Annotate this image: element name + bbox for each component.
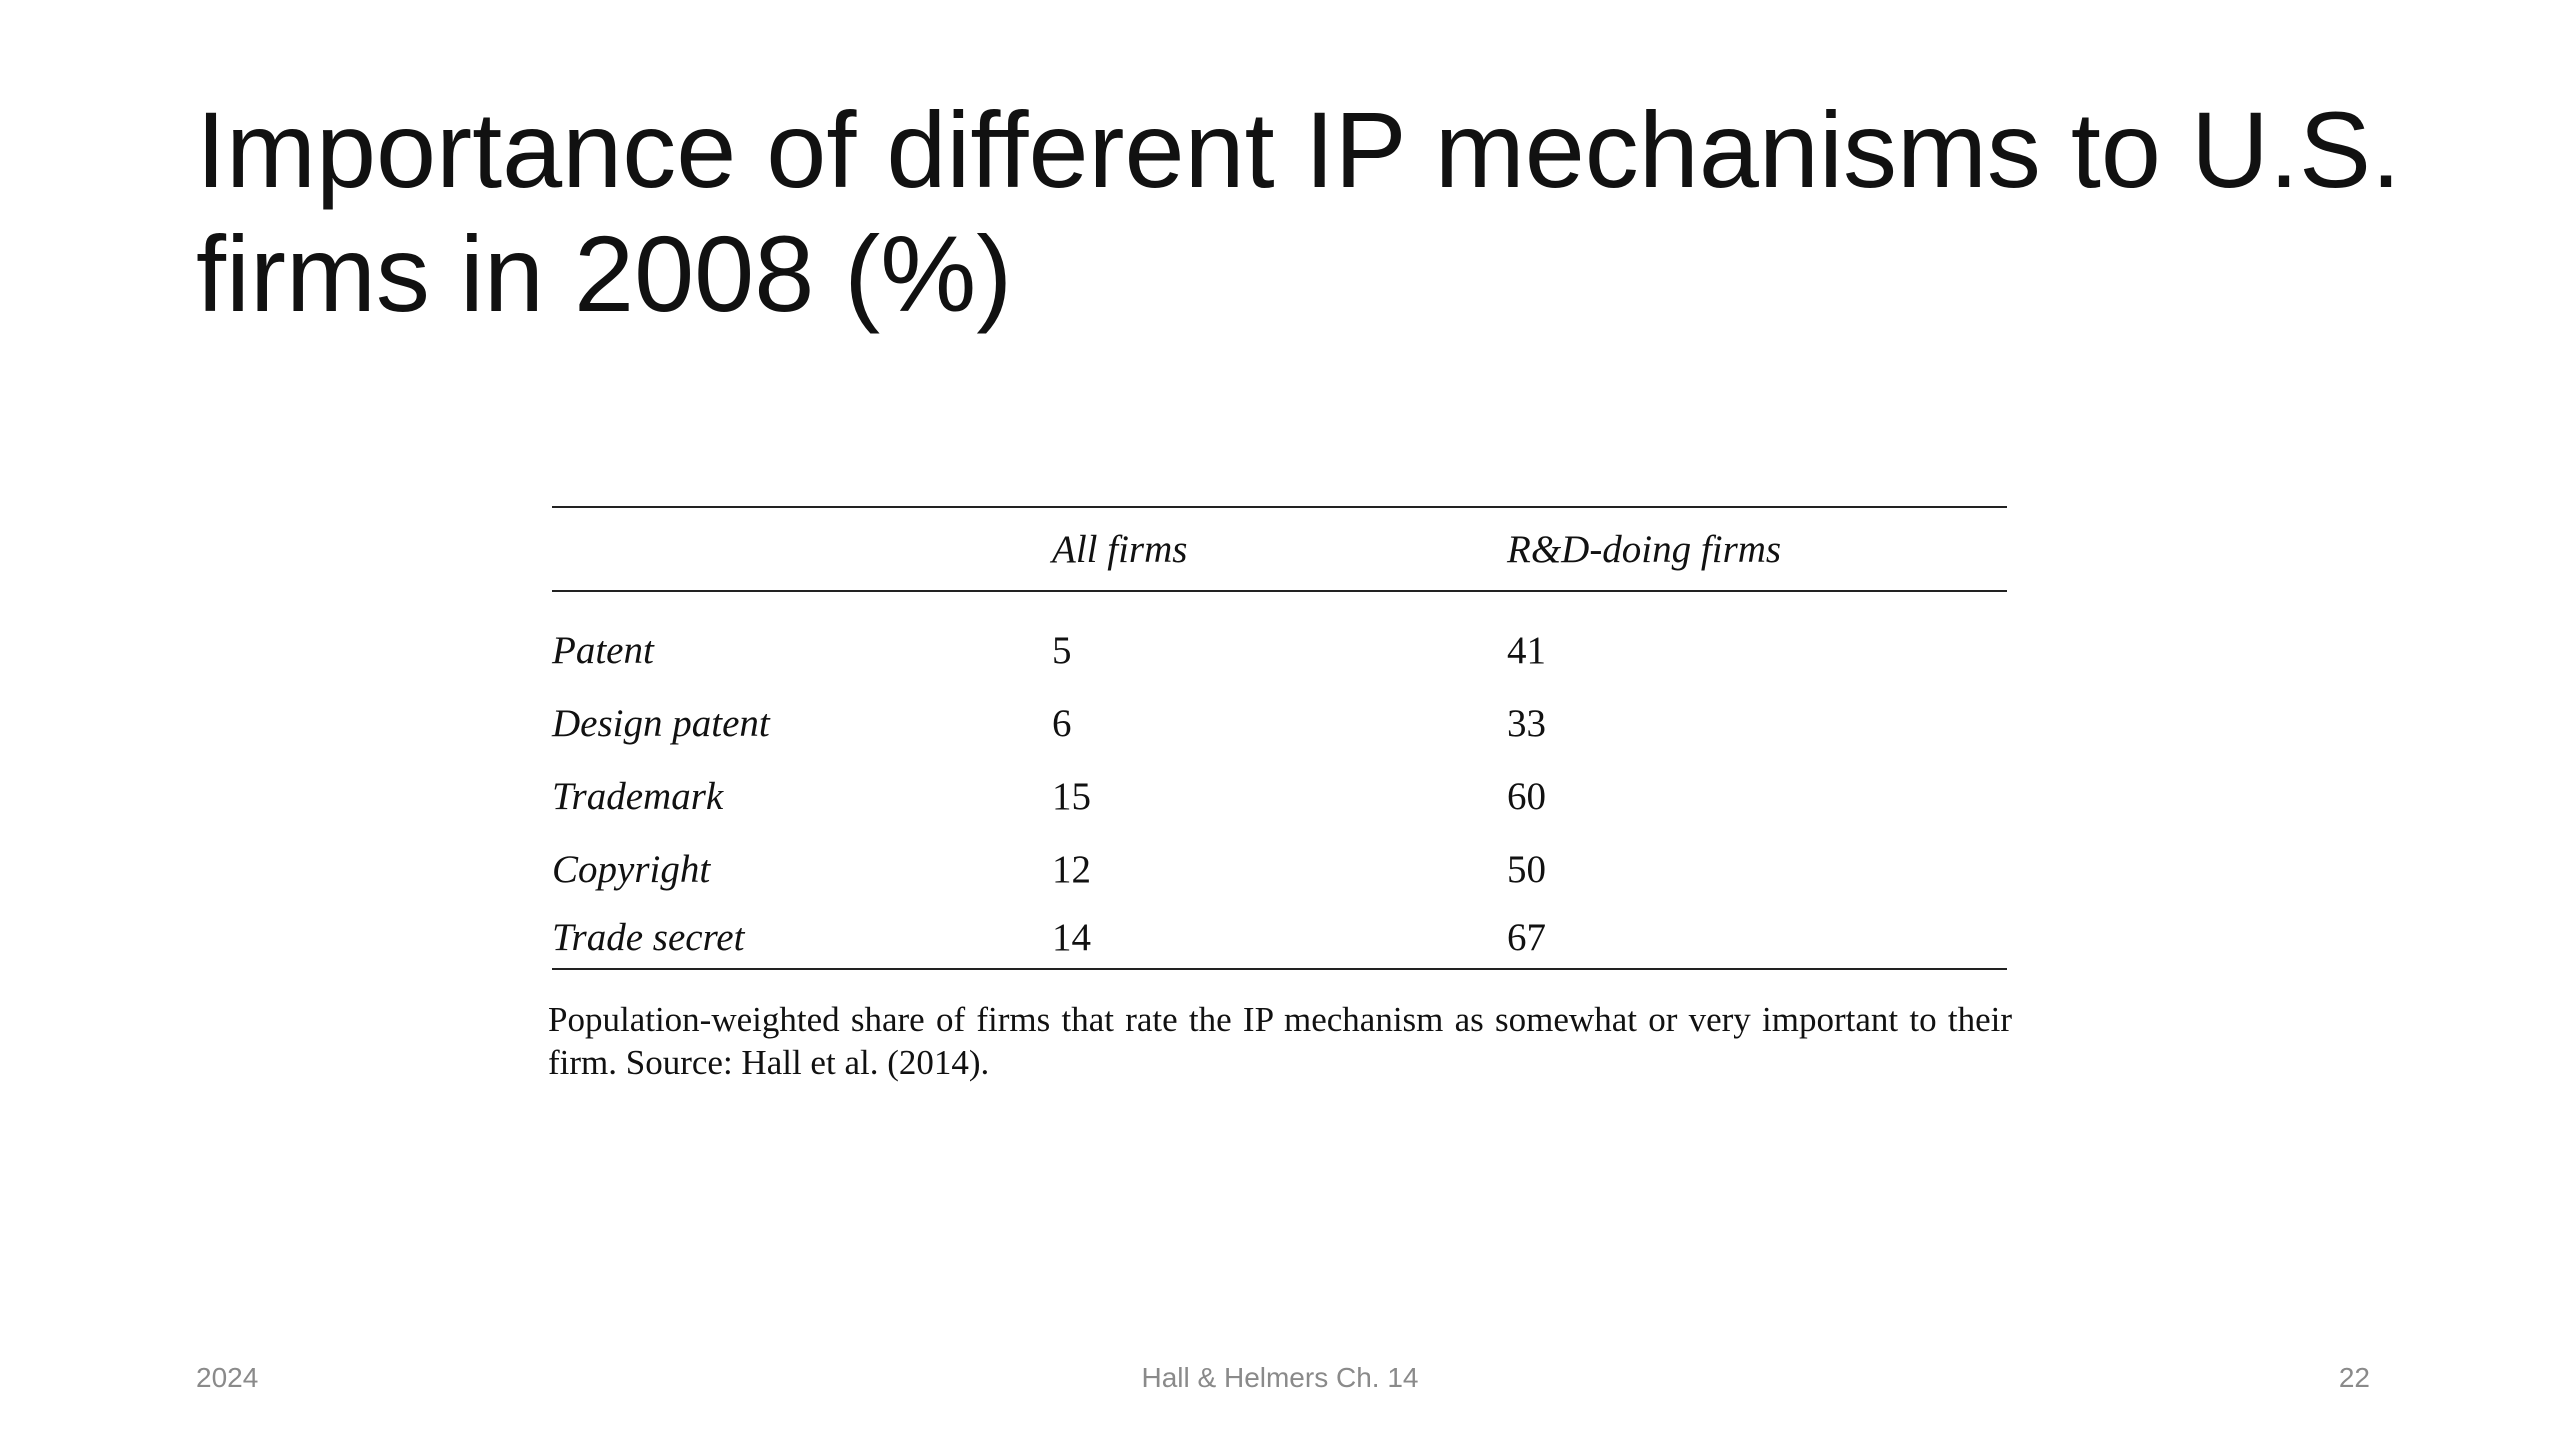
footer-page-number: 22 [2338, 1362, 2370, 1393]
table-header-row [552, 507, 2007, 591]
table-source-note: Population-weighted share of firms that rate the IP mechanism as somewhat or very important to their firm. Source: Hall et al. (2014). [548, 1000, 2012, 1082]
slide-title: Importance of different IP mechanisms to U.S. firms in 2008 (%) [196, 89, 2402, 334]
table-row [552, 591, 2007, 687]
rd-firms-cell: 67 [1507, 906, 2007, 969]
table-row [552, 906, 2007, 969]
rd-firms-cell: 41 [1507, 629, 1546, 672]
table-row [552, 687, 2007, 760]
rd-firms-cell: 33 [1507, 702, 1546, 745]
column-header-rd-firms: R&D-doing firms [1507, 507, 2007, 591]
mechanism-cell: Patent [552, 629, 654, 672]
column-header-mechanism [552, 507, 1052, 591]
table-row [552, 833, 2007, 906]
mechanism-cell: Trade secret [552, 906, 1052, 969]
all-firms-cell: 5 [1052, 629, 1072, 672]
footer-center-text: Hall & Helmers Ch. 14 [1141, 1362, 1419, 1393]
ip-mechanism-table [552, 506, 2007, 970]
mechanism-cell: Design patent [552, 702, 770, 745]
all-firms-cell: 6 [1052, 702, 1072, 745]
mechanism-cell: Trademark [552, 775, 724, 818]
table-container [548, 506, 2012, 1084]
rd-firms-cell: 60 [1507, 775, 1546, 818]
column-header-all-firms: All firms [1052, 507, 1507, 591]
all-firms-cell: 14 [1052, 906, 1507, 969]
mechanism-cell: Copyright [552, 848, 711, 891]
footer-date: 2024 [196, 1362, 259, 1393]
all-firms-cell: 12 [1052, 848, 1091, 891]
table-row [552, 760, 2007, 833]
all-firms-cell: 15 [1052, 775, 1091, 818]
rd-firms-cell: 50 [1507, 848, 1546, 891]
